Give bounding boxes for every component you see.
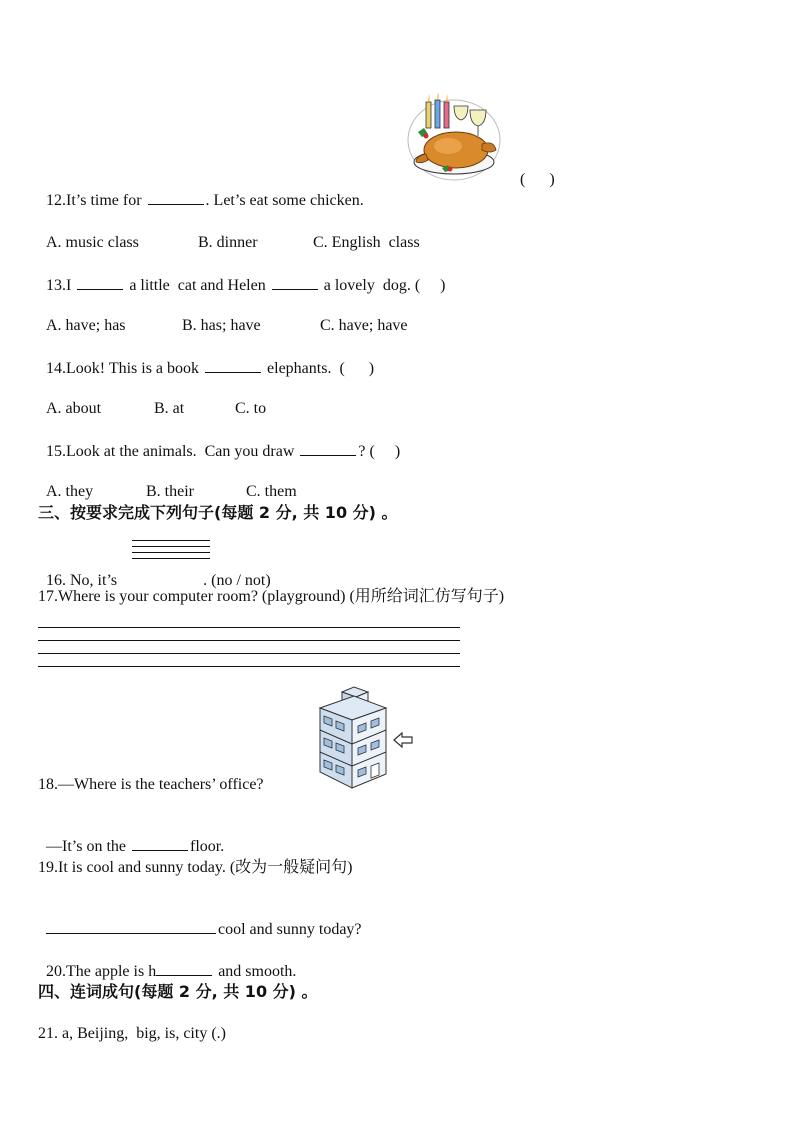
q17-answer-line-2[interactable] [38, 640, 460, 641]
question-19: 19.It is cool and sunny today. (改为一般疑问句) [38, 859, 353, 876]
q20-blank[interactable] [156, 961, 212, 976]
q13-option-a[interactable]: A. have; has [46, 317, 126, 334]
q14-stem: 14.Look! This is a book [46, 360, 204, 377]
q13-stem-end: a lovely dog. ( ) [319, 277, 446, 294]
question-21: 21. a, Beijing, big, is, city (.) [38, 1025, 226, 1042]
q14-stem-end: elephants. ( ) [263, 360, 375, 377]
roast-chicken-illustration [404, 92, 504, 184]
q12-stem-end: . Let’s eat some chicken. [205, 192, 364, 209]
q17-answer-line-1[interactable] [38, 627, 460, 628]
q14-option-c[interactable]: C. to [235, 400, 267, 417]
q14-blank[interactable] [205, 358, 261, 373]
q15-option-c[interactable]: C. them [246, 483, 297, 500]
q16-answer-line-2[interactable] [132, 546, 210, 547]
q13-stem: 13.I [46, 277, 76, 294]
question-17: 17.Where is your computer room? (playground) (用所给词汇仿写句子) [38, 588, 505, 605]
q12-option-a[interactable]: A. music class [46, 234, 139, 251]
q14-options [38, 379, 266, 419]
q12-stem: 12.It’s time for [46, 192, 146, 209]
q12-answer-paren[interactable]: ( ) [520, 171, 555, 188]
question-14 [38, 338, 374, 379]
q14-option-b[interactable]: B. at [154, 400, 185, 417]
q12-options [38, 213, 420, 253]
q16-answer-line-1[interactable] [132, 540, 210, 541]
q18-answer [38, 816, 224, 857]
q19-answer [38, 899, 362, 940]
q13-options [38, 296, 408, 336]
q15-blank[interactable] [300, 441, 356, 456]
q13-stem-mid: a little cat and Helen [125, 277, 270, 294]
q17-answer-line-4[interactable] [38, 666, 460, 667]
q18-answer-end: floor. [190, 838, 225, 855]
building-icon [316, 686, 416, 792]
q15-options [38, 462, 297, 502]
q16-stem-end: . (no / not) [203, 572, 271, 589]
q13-option-b[interactable]: B. has; have [182, 317, 261, 334]
q16-stem: 16. No, it’s [46, 572, 122, 589]
q15-option-a[interactable]: A. they [46, 483, 94, 500]
q13-option-c[interactable]: C. have; have [320, 317, 408, 334]
q12-blank[interactable] [148, 190, 204, 205]
q13-blank-2[interactable] [272, 275, 318, 290]
q15-stem-end: ? ( ) [358, 443, 401, 460]
question-13 [38, 255, 445, 296]
q15-option-b[interactable]: B. their [146, 483, 194, 500]
question-20 [38, 941, 296, 982]
q13-blank-1[interactable] [77, 275, 123, 290]
q19-answer-end: cool and sunny today? [218, 921, 362, 938]
q17-answer-line-3[interactable] [38, 653, 460, 654]
section-3-heading: 三、按要求完成下列句子(每题 2 分, 共 10 分) 。 [38, 503, 398, 522]
section-4-heading: 四、连词成句(每题 2 分, 共 10 分) 。 [38, 982, 318, 1001]
q15-stem: 15.Look at the animals. Can you draw [46, 443, 299, 460]
q20-stem: 20.The apple is h [46, 963, 157, 980]
question-15 [38, 421, 400, 462]
q18-blank[interactable] [132, 836, 188, 851]
question-16 [38, 551, 271, 591]
q12-option-c[interactable]: C. English class [313, 234, 420, 251]
question-18: 18.—Where is the teachers’ office? [38, 776, 264, 793]
q18-answer-stem: —It’s on the [46, 838, 130, 855]
q12-option-b[interactable]: B. dinner [198, 234, 258, 251]
q20-stem-end: and smooth. [214, 963, 297, 980]
question-12 [38, 170, 364, 211]
q14-option-a[interactable]: A. about [46, 400, 102, 417]
q19-blank[interactable] [46, 919, 216, 934]
